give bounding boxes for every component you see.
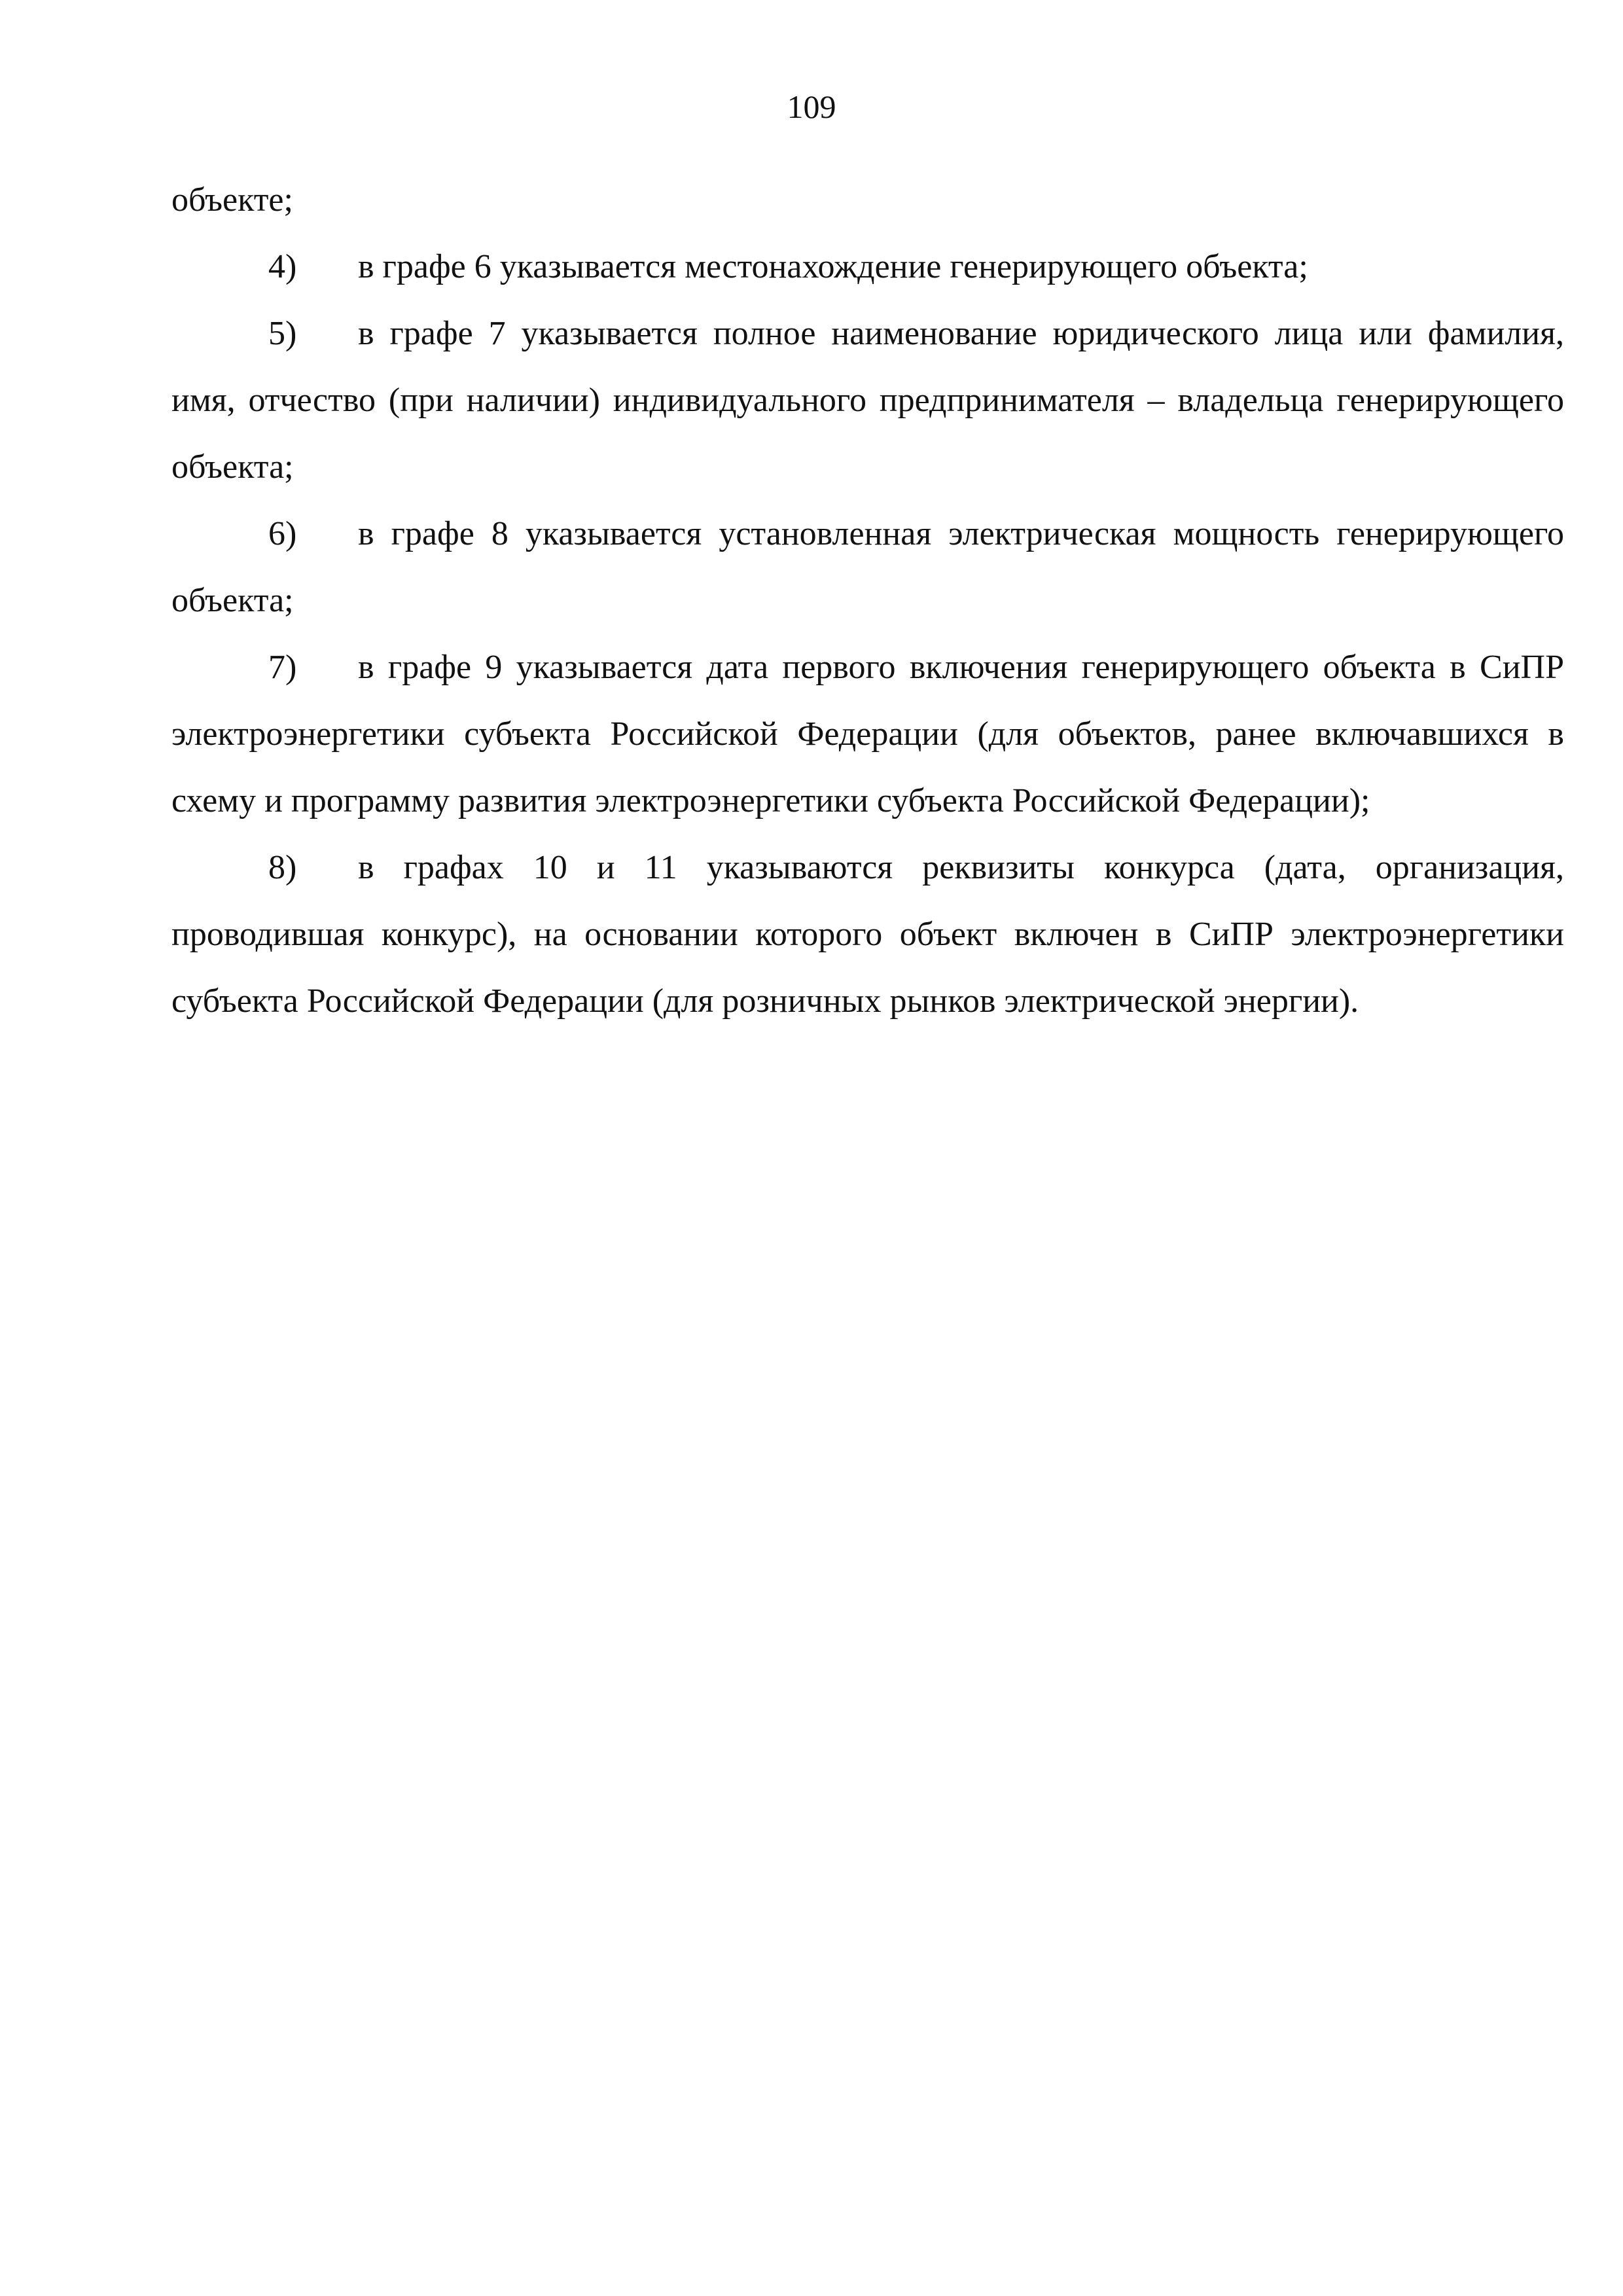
paragraph-text: объекте; bbox=[171, 181, 293, 219]
list-marker: 6) bbox=[268, 515, 297, 552]
list-item-text: в графе 9 указывается дата первого включения генерирующего объекта в СиПР электроэнергетики субъекта Российской Федерации (для объектов, ранее включавшихся в схему и программу развития электроэнергетики субъекта Российской Федерации); bbox=[171, 649, 1564, 819]
list-item-5 bbox=[171, 300, 1564, 501]
page-number: 109 bbox=[787, 88, 836, 125]
paragraph-continuation bbox=[171, 167, 1564, 234]
list-item-8 bbox=[171, 834, 1564, 1035]
list-item-4 bbox=[171, 234, 1564, 300]
list-item-text: в графе 6 указывается местонахождение генерирующего объекта; bbox=[358, 248, 1308, 285]
list-marker: 5) bbox=[268, 315, 297, 352]
list-marker: 8) bbox=[268, 849, 297, 886]
list-item-7 bbox=[171, 634, 1564, 834]
list-item-6 bbox=[171, 501, 1564, 634]
list-marker: 4) bbox=[268, 248, 297, 285]
list-marker: 7) bbox=[268, 649, 297, 686]
document-body bbox=[171, 167, 1564, 1035]
list-item-text: в графах 10 и 11 указываются реквизиты конкурса (дата, организация, проводившая конкурс), на основании которого объект включен в СиПР электроэнергетики субъекта Российской Федерации (для розничных рынков электрической энергии). bbox=[171, 849, 1564, 1020]
list-item-text: в графе 8 указывается установленная электрическая мощность генерирующего объекта; bbox=[171, 515, 1564, 619]
list-item-text: в графе 7 указывается полное наименование юридического лица или фамилия, имя, отчество (при наличии) индивидуального предпринимателя – владельца генерирующего объекта; bbox=[171, 315, 1564, 486]
